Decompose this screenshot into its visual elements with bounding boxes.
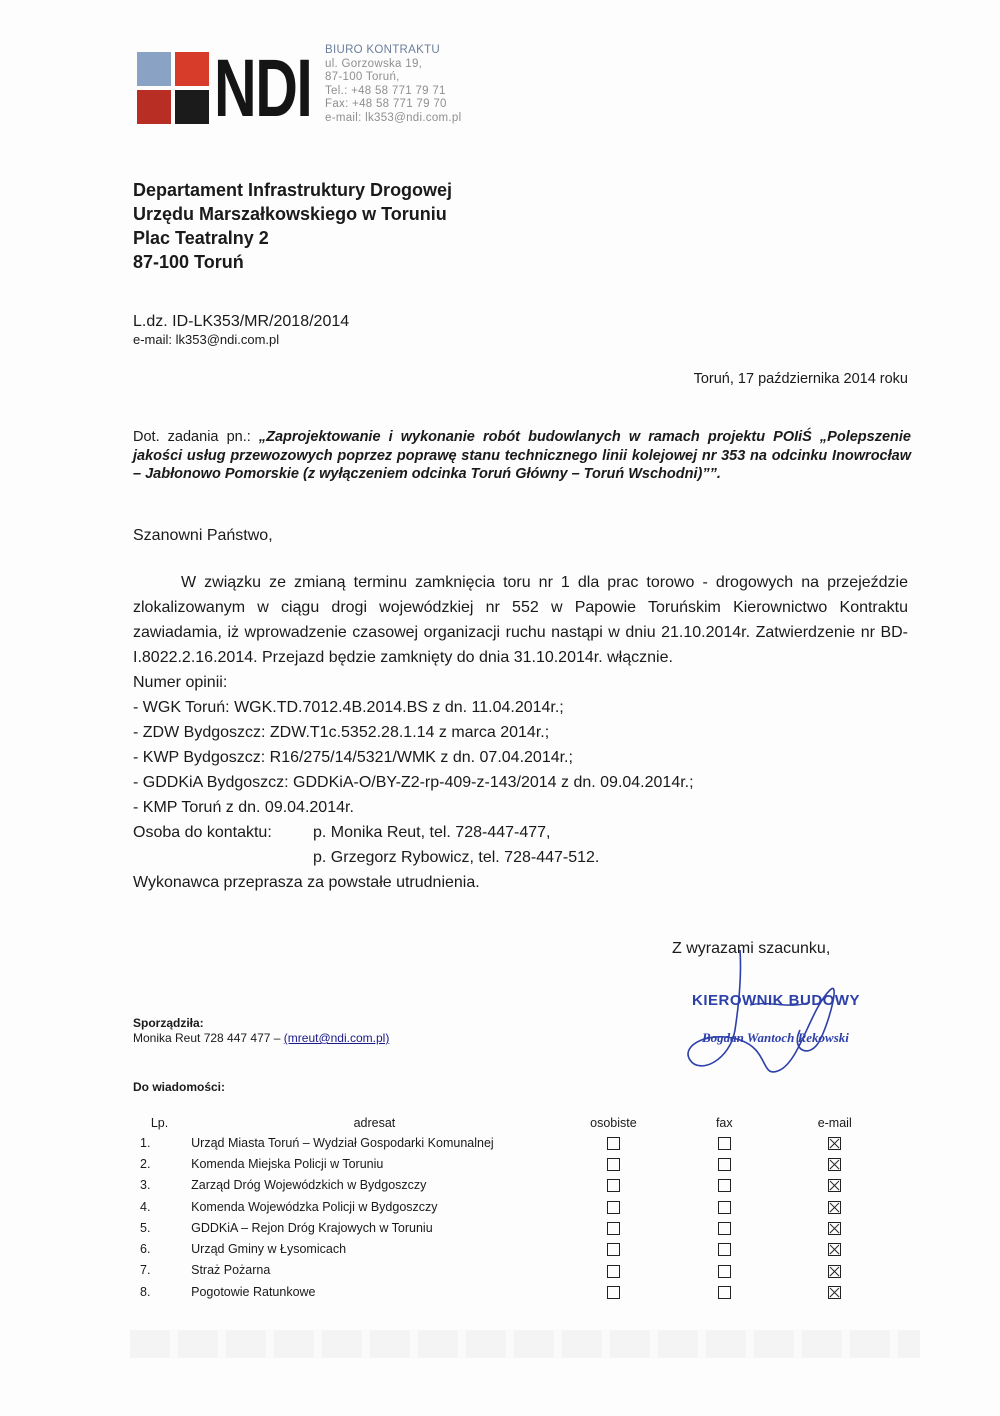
body-paragraph: W związku ze zmianą terminu zamknięcia toru nr 1 dla prac torowo - drogowych na przejeździe zlokalizowanym w ciągu drogi wojewódzkiej nr 552 w Papowie Toruńskim Kierownictwo Kontraktu zawiadamia, iż wprowadzenie czasowej organizacji ruchu nastąpi w dniu 21.10.2014r. Zatwierdzenie nr BD-I.8022.2.16.2014. Przejazd będzie zamknięty do dnia 31.10.2014r. włącznie. [133, 574, 908, 666]
prepared-by-label: Sporządziła: [133, 1016, 204, 1030]
office-line: 87-100 Toruń, [325, 71, 400, 83]
cell-personal [558, 1260, 669, 1281]
greeting: Szanowni Państwo, [133, 527, 273, 544]
opinion-item: - GDDKiA Bydgoszcz: GDDKiA-O/BY-Z2-rp-409-z-143/2014 z dn. 09.04.2014r.; [133, 774, 694, 791]
subject-title: „Zaprojektowanie i wykonanie robót budowlanych w ramach projektu POIiŚ „Polepszenie jakości usług przewozowych poprzez poprawę stanu technicznego linii kolejowej nr 353 na odcinku Inowrocław – Jabłonowo Pomorskie (z wyłączeniem odcinka Toruń Główny – Toruń Wschodni)””. [133, 429, 911, 482]
cell-personal [558, 1175, 669, 1196]
recipient-line: Departament Infrastruktury Drogowej [133, 180, 453, 200]
email-checkbox[interactable] [828, 1179, 841, 1192]
header-lp: Lp. [150, 1115, 169, 1130]
email-checkbox[interactable] [828, 1158, 841, 1171]
contact-label: Osoba do kontaktu: [133, 824, 272, 841]
header-fax: fax [715, 1115, 733, 1130]
reference-number: L.dz. ID-LK353/MR/2018/2014 [133, 313, 350, 330]
recipient-line: Urzędu Marszałkowskiego w Toruniu [133, 204, 447, 224]
row-number: 2. [140, 1156, 151, 1171]
table-row [130, 1281, 890, 1302]
cell-fax [669, 1153, 779, 1174]
personal-checkbox[interactable] [607, 1158, 620, 1171]
fax-checkbox[interactable] [718, 1286, 731, 1299]
office-line: ul. Gorzowska 19, [325, 57, 423, 70]
contact-person: p. Monika Reut, tel. 728-447-477, [313, 824, 551, 841]
table-header-row [130, 1113, 890, 1132]
stamp-title: KIEROWNIK BUDOWY [692, 992, 860, 1009]
table-row [130, 1196, 890, 1217]
opinion-item: - KMP Toruń z dn. 09.04.2014r. [133, 799, 354, 816]
cell-fax [669, 1196, 779, 1217]
personal-checkbox[interactable] [607, 1137, 620, 1150]
header-address: adresat [353, 1115, 396, 1130]
prepared-by-text: Monika Reut 728 447 477 – [133, 1031, 284, 1045]
cell-email [779, 1175, 890, 1196]
header-personal: osobiste [590, 1115, 637, 1130]
email-checkbox[interactable] [828, 1265, 841, 1278]
subject-lead: Dot. zadania pn.: [133, 429, 259, 445]
table-row [130, 1132, 890, 1153]
table-row [130, 1175, 890, 1196]
row-address: Urząd Gminy w Łysomicach [191, 1242, 347, 1257]
fax-checkbox[interactable] [718, 1158, 731, 1171]
cell-email [779, 1281, 890, 1302]
cell-personal [558, 1238, 669, 1259]
cell-personal [558, 1132, 669, 1153]
cell-fax [669, 1281, 779, 1302]
row-address: Straż Pożarna [191, 1263, 271, 1278]
personal-checkbox[interactable] [607, 1265, 620, 1278]
cell-email [779, 1260, 890, 1281]
row-address: Pogotowie Ratunkowe [191, 1284, 316, 1299]
contact-person: p. Grzegorz Rybowicz, tel. 728-447-512. [313, 849, 600, 866]
distribution-table [130, 1113, 890, 1302]
office-title: BIURO KONTRAKTU [325, 44, 441, 56]
cell-email [779, 1196, 890, 1217]
prepared-by [133, 1031, 389, 1045]
reference-email: e-mail: lk353@ndi.com.pl [133, 332, 280, 347]
table-row [130, 1238, 890, 1259]
email-checkbox[interactable] [828, 1286, 841, 1299]
letter-body [133, 570, 908, 895]
cell-fax [669, 1260, 779, 1281]
fax-checkbox[interactable] [718, 1179, 731, 1192]
table-row [130, 1260, 890, 1281]
row-address: Komenda Wojewódzka Policji w Bydgoszczy [191, 1199, 438, 1214]
footer-watermark [130, 1330, 920, 1358]
signature-stamp [680, 990, 880, 1090]
office-line: Tel.: +48 58 771 79 71 [325, 84, 446, 97]
row-number: 6. [140, 1242, 151, 1257]
office-line: e-mail: lk353@ndi.com.pl [325, 111, 462, 124]
stamp-name: Bogdan Wantoch Rekowski [702, 1030, 849, 1045]
row-address: Urząd Miasta Toruń – Wydział Gospodarki Komunalnej [191, 1135, 494, 1150]
fax-checkbox[interactable] [718, 1222, 731, 1235]
table-row [130, 1153, 890, 1174]
opinion-item: - ZDW Bydgoszcz: ZDW.T1c.5352.28.1.14 z marca 2014r.; [133, 724, 550, 741]
fax-checkbox[interactable] [718, 1137, 731, 1150]
row-number: 1. [140, 1135, 151, 1150]
contact-line-1 [133, 820, 908, 845]
cell-fax [669, 1217, 779, 1238]
recipient-line: 87-100 Toruń [133, 252, 244, 272]
row-number: 3. [140, 1178, 151, 1193]
apology: Wykonawca przeprasza za powstałe utrudnienia. [133, 874, 480, 891]
personal-checkbox[interactable] [607, 1286, 620, 1299]
letter-subject [133, 428, 911, 484]
office-address-block [325, 44, 461, 125]
fax-checkbox[interactable] [718, 1243, 731, 1256]
cell-personal [558, 1217, 669, 1238]
handwritten-signature [680, 950, 880, 1090]
personal-checkbox[interactable] [607, 1201, 620, 1214]
table-row [130, 1217, 890, 1238]
distribution-label: Do wiadomości: [133, 1080, 226, 1094]
fax-checkbox[interactable] [718, 1265, 731, 1278]
cell-fax [669, 1175, 779, 1196]
personal-checkbox[interactable] [607, 1243, 620, 1256]
logo-mark [137, 52, 209, 124]
row-address: Komenda Miejska Policji w Toruniu [191, 1156, 384, 1171]
cell-email [779, 1132, 890, 1153]
personal-checkbox[interactable] [607, 1222, 620, 1235]
email-checkbox[interactable] [828, 1201, 841, 1214]
email-checkbox[interactable] [828, 1137, 841, 1150]
prepared-by-email-link[interactable]: (mreut@ndi.com.pl) [283, 1031, 390, 1045]
recipient-line: Plac Teatralny 2 [133, 228, 269, 248]
cell-fax [669, 1238, 779, 1259]
cell-email [779, 1153, 890, 1174]
personal-checkbox[interactable] [607, 1179, 620, 1192]
closing-phrase: Z wyrazami szacunku, [672, 940, 831, 957]
header-email: e-mail [817, 1115, 852, 1130]
opinion-item: - WGK Toruń: WGK.TD.7012.4B.2014.BS z dn. 11.04.2014r.; [133, 699, 564, 716]
office-line: Fax: +48 58 771 79 70 [325, 98, 447, 110]
cell-personal [558, 1196, 669, 1217]
row-number: 7. [140, 1263, 151, 1278]
contact-line-2 [133, 845, 908, 870]
cell-fax [669, 1132, 779, 1153]
row-number: 8. [140, 1284, 151, 1299]
letter-date: Toruń, 17 października 2014 roku [693, 371, 908, 387]
company-logo-text: NDI [214, 43, 312, 134]
row-number: 5. [140, 1220, 151, 1235]
row-number: 4. [140, 1199, 151, 1214]
cell-email [779, 1238, 890, 1259]
cell-personal [558, 1281, 669, 1302]
cell-email [779, 1217, 890, 1238]
opinion-item: - KWP Bydgoszcz: R16/275/14/5321/WMK z dn. 07.04.2014r.; [133, 749, 573, 766]
fax-checkbox[interactable] [718, 1201, 731, 1214]
email-checkbox[interactable] [828, 1243, 841, 1256]
row-address: GDDKiA – Rejon Dróg Krajowych w Toruniu [191, 1220, 433, 1235]
opinions-label: Numer opinii: [133, 674, 228, 691]
row-address: Zarząd Dróg Wojewódzkich w Bydgoszczy [191, 1178, 427, 1193]
cell-personal [558, 1153, 669, 1174]
recipient-address [133, 178, 452, 274]
email-checkbox[interactable] [828, 1222, 841, 1235]
